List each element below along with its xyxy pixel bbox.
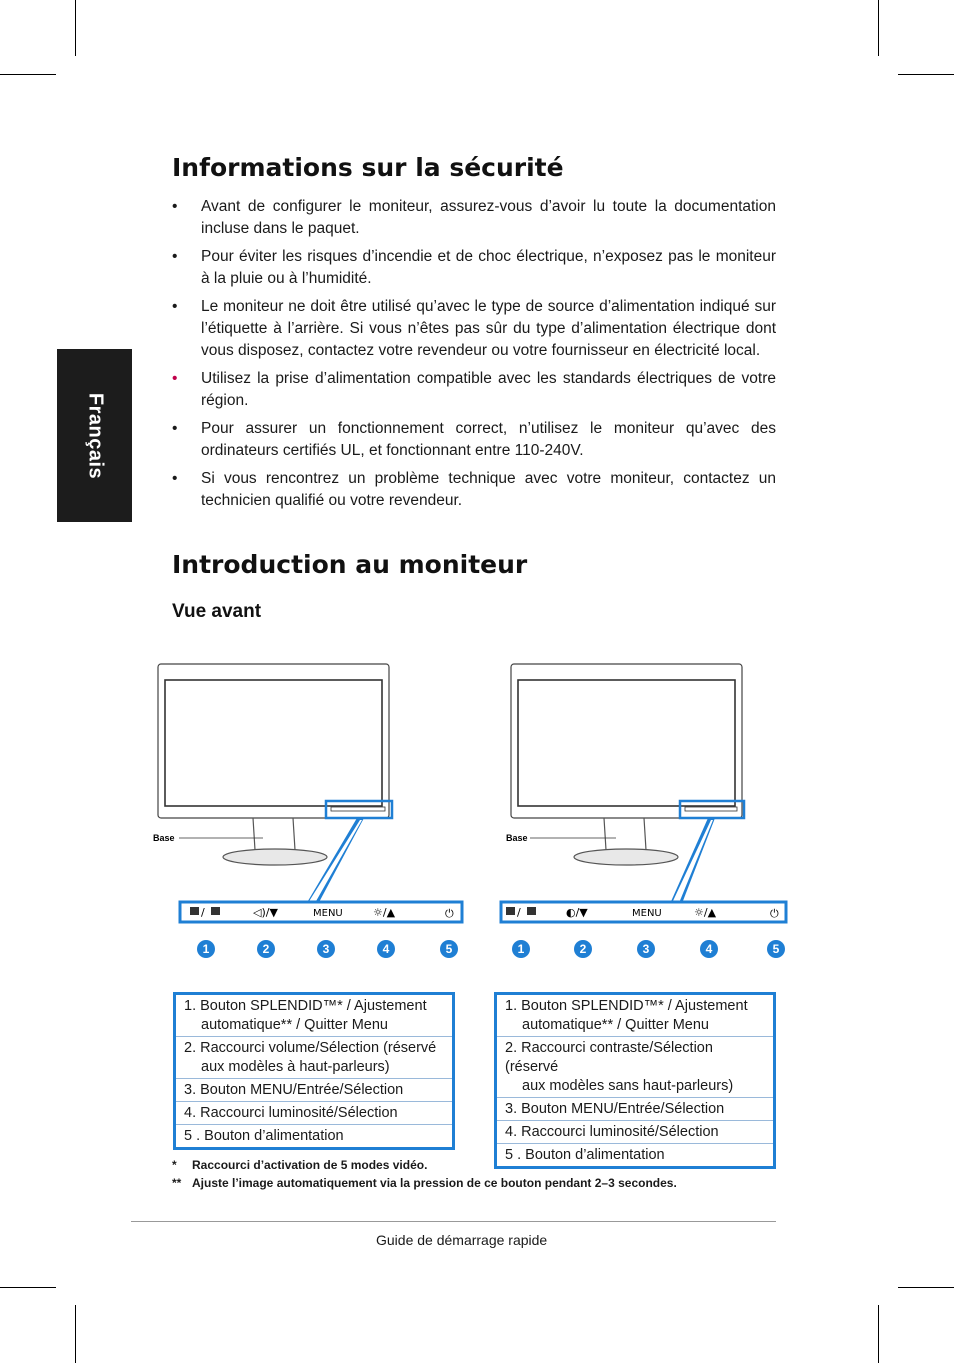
list-item: • Le moniteur ne doit être utilisé qu’avec le type de source d’alimentation indiqué sur l’étiquette à l’arrière. Si vous n’êtes pas sûr du type d’alimentation électrique dont vous disposez, contactez votre revendeur ou votre fournisseur en électricité local.: [172, 298, 776, 359]
footnote: ** Ajuste l’image automatiquement via la pression de ce bouton pendant 2–3 secondes.: [172, 1176, 677, 1190]
crop-mark: [898, 74, 954, 75]
svg-text:/: /: [517, 906, 521, 919]
table-row: 5 . Bouton d’alimentation: [505, 1147, 665, 1163]
base-label: Base: [506, 833, 528, 843]
marker-1: 1: [202, 942, 210, 956]
footer-text: Guide de démarrage rapide: [376, 1232, 548, 1248]
crop-mark: [878, 0, 879, 56]
table-row: 4. Raccourci luminosité/Sélection: [176, 1102, 452, 1125]
table-row: 3. Bouton MENU/Entrée/Sélection: [176, 1079, 452, 1102]
marker-5: 5: [772, 942, 780, 956]
table-row: 2. Raccourci volume/Sélection (réservé aux modèles à haut-parleurs): [176, 1037, 452, 1079]
button-table-speakers: [173, 992, 455, 1150]
crop-mark: [0, 1287, 56, 1288]
language-tab: [57, 349, 132, 522]
table-row: 2. Raccourci contraste/Sélection (réservé aux modèles sans haut-parleurs): [497, 1037, 773, 1098]
crop-mark: [75, 1305, 76, 1363]
list-item: • Pour assurer un fonctionnement correct, n’utilisez le moniteur qu’avec des ordinateurs certifiés UL, et fonctionnant entre 110-240V.: [172, 420, 776, 459]
list-item: • Utilisez la prise d’alimentation compatible avec les standards électriques de votre région.: [172, 370, 776, 409]
safety-title: Informations sur la sécurité: [172, 153, 564, 182]
list-item: • Pour éviter les risques d’incendie et de choc électrique, n’exposez pas le moniteur à la pluie ou à l’humidité.: [172, 248, 776, 287]
svg-text:◐/▼: ◐/▼: [566, 906, 588, 919]
menu-label: MENU: [632, 908, 662, 919]
table-row: 3. Bouton MENU/Entrée/Sélection: [497, 1098, 773, 1121]
marker-2: 2: [262, 942, 270, 956]
marker-3: 3: [322, 942, 330, 956]
marker-4: 4: [382, 942, 390, 956]
svg-text:⏻: ⏻: [770, 907, 779, 920]
marker-5: 5: [445, 942, 453, 956]
svg-text:/: /: [201, 906, 205, 919]
crop-mark: [0, 74, 56, 75]
crop-mark: [878, 1305, 879, 1363]
svg-text:☼/▲: ☼/▲: [373, 906, 396, 919]
list-item: • Avant de configurer le moniteur, assurez-vous d’avoir lu toute la documentation incluse dans le paquet.: [172, 198, 776, 237]
crop-mark: [898, 1287, 954, 1288]
front-view-subtitle: Vue avant: [172, 601, 262, 622]
menu-label: MENU: [313, 908, 343, 919]
footnote: * Raccourci d’activation de 5 modes vidéo.: [172, 1158, 428, 1172]
language-tab-label: Français: [84, 392, 106, 479]
monitor-diagram-no-speakers: [498, 660, 798, 970]
svg-text:☼/▲: ☼/▲: [694, 906, 717, 919]
footnotes: [172, 1158, 677, 1194]
monitor-illustration: [145, 660, 465, 970]
table-row: 1. Bouton SPLENDID™* / Ajustement automatique** / Quitter Menu: [497, 995, 773, 1037]
base-label: Base: [153, 833, 175, 843]
table-row: 4. Raccourci luminosité/Sélection: [497, 1121, 773, 1144]
marker-2: 2: [579, 942, 587, 956]
list-item: • Si vous rencontrez un problème technique avec votre moniteur, contactez un technicien qualifié ou votre revendeur.: [172, 470, 776, 509]
table-row: 5 . Bouton d’alimentation: [184, 1128, 344, 1144]
safety-list: [172, 196, 776, 518]
intro-title: Introduction au moniteur: [172, 550, 528, 579]
table-row: 1. Bouton SPLENDID™* / Ajustement automatique** / Quitter Menu: [176, 995, 452, 1037]
monitor-illustration: [498, 660, 798, 970]
marker-1: 1: [517, 942, 525, 956]
crop-mark: [75, 0, 76, 56]
svg-text:◁)/▼: ◁)/▼: [253, 906, 278, 919]
marker-4: 4: [705, 942, 713, 956]
footer-divider: [131, 1221, 776, 1222]
monitor-diagram-speakers: [145, 660, 465, 970]
svg-text:⏻: ⏻: [445, 907, 454, 920]
button-table-no-speakers: [494, 992, 776, 1169]
marker-3: 3: [642, 942, 650, 956]
